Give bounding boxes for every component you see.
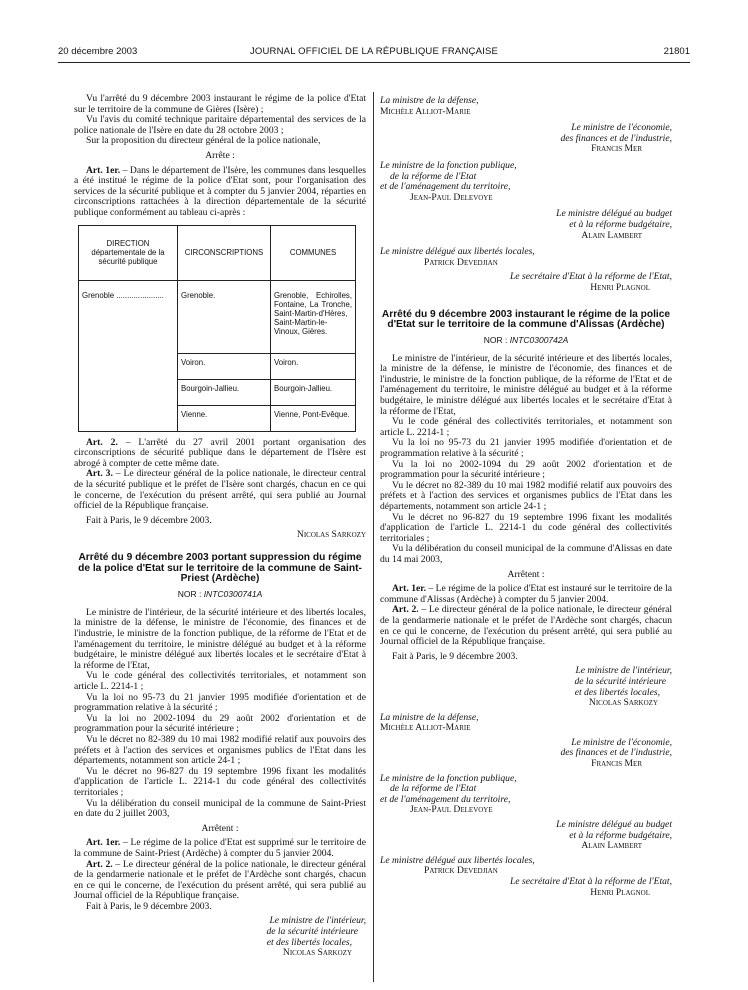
arrete-heading: Arrête : [205,149,235,161]
vu-paragraph: Vu le code général des collectivités territoriales, et notamment son article L. 2214-1 ; [380,416,672,438]
article-1 [380,584,672,605]
signature-name: Nicolas Sarkozy [296,529,366,541]
vu-paragraph: Vu la loi no 95-73 du 21 janvier 1995 modifiée d'orientation et de programmation relative à la sécurité ; [74,691,366,714]
nor-reference: NOR : INTC0300741A [177,589,263,600]
fait-line: Fait à Paris, le 9 décembre 2003. [86,514,212,526]
signatory-title: Le secrétaire d'Etat à la réforme de l'Etat, [509,271,672,283]
signature-name: Jean-Paul Delevoye [410,191,493,203]
vu-paragraph: Vu l'arrêté du 9 décembre 2003 instaurant le régime de la police d'Etat sur le territoire de la commune de Gières (Isère) ; [74,93,366,115]
fait-line: Fait à Paris, le 9 décembre 2003. [392,650,518,662]
vu-paragraph: Vu la délibération du conseil municipal de la commune d'Alissas en date du 14 mai 2003, [380,543,672,565]
preamble: Le ministre de l'intérieur, de la sécurité intérieure et des libertés locales, la ministre de la défense, le ministre de l'économie, des finances et de l'industrie, le ministre de la fonction publique, de la réforme de l'Etat et de l'aménagement du territoire, le ministre délégué au budget et à la réforme budgétaire, le ministre délégué aux libertés locales et le secrétaire d'Etat à la réforme de l'Etat, [74,606,366,671]
article-text: – Dans le département de l'Isère, les communes dans lesquelles a été institué le régime de la police d'Etat sont, pour l'organisation des services de la sécurité publique et à compter du 5 janvier 2004, réparties en circonscriptions rattachées à la direction départementale de la sécurité publique conformément au tableau ci-après : [74,164,366,218]
vu-paragraph: Vu le décret no 82-389 du 10 mai 1982 modifié relatif aux pouvoirs des préfets et à l'action des services et organismes publics de l'Etat dans les départements, notamment son article 24-1 ; [380,479,672,512]
signatory-title: La ministre de la défense, [380,95,479,106]
signatory-title: Le ministre de l'économie, [571,736,672,748]
article-text: – Le directeur général de la police nationale, le directeur général de la gendarmerie nationale et le préfet de l'Ardèche sont chargés, chacun en ce qui le concerne, de l'exécution du présent arrêté, qui sera publié au Journal officiel de la République française. [380,604,673,648]
signature-name: Alain Lambert [581,840,642,852]
signature-name: Michèle Alliot-Marie [380,105,471,117]
vu-paragraph: Vu le décret no 96-827 du 19 septembre 1996 fixant les modalités d'application de l'article L. 2214-1 du code général des collectivités territoriales ; [380,511,672,544]
signatory-title: Le ministre de l'économie, [571,122,672,134]
signatory-title: et à la réforme budgétaire, [569,829,672,841]
header-page-number: 21801 [663,46,690,57]
article-1 [74,166,366,219]
table-cell: Vienne, Pont-Evêque. [271,405,356,431]
article-2 [74,438,366,470]
signature-name: Michèle Alliot-Marie [380,722,471,734]
article-label: Art. 2. [86,436,118,448]
signature-name: Alain Lambert [581,229,642,241]
signature-name: Patrick Devedjian [424,256,498,268]
fait-line: Fait à Paris, le 9 décembre 2003. [86,900,212,912]
article-text: – L'arrêté du 27 avril 2001 portant organisation des circonscriptions de sécurité publique dans le département de l'Isère est abrogé à compter de cette même date. [74,436,366,469]
signature-name: Jean-Paul Delevoye [410,804,493,816]
article-label: Art. 1er. [392,583,427,595]
article-3 [74,469,366,511]
circonscriptions-table [78,225,356,432]
table-header: DIRECTION départementale de la sécurité publique [79,225,178,280]
signatory-title: Le ministre de l'intérieur, [269,915,366,927]
table-cell: Voiron. [271,353,356,379]
arrete-heading: Arrêtent : [201,822,239,834]
signatory-title: et des libertés locales, [266,936,352,948]
article-2 [74,860,366,902]
vu-paragraph: Vu la loi no 2002-1094 du 29 août 2002 d'orientation et de programmation pour la sécurité intérieure ; [74,712,366,735]
article-text: – Le directeur général de la police nationale, le directeur général de la gendarmerie nationale et le préfet de l'Ardèche sont chargés, chacun en ce qui le concerne, de l'exécution du présent arrêté, qui sera publié au Journal officiel de la République française. [74,858,367,902]
preamble: Le ministre de l'intérieur, de la sécurité intérieure et des libertés locales, la ministre de la défense, le ministre de l'économie, des finances et de l'industrie, le ministre de la fonction publique, de la réforme de l'Etat et de l'aménagement du territoire, le ministre délégué au budget et à la réforme budgétaire, le ministre délégué aux libertés locales et le secrétaire d'Etat à la réforme de l'Etat, [380,352,672,417]
signatory-title: Le secrétaire d'Etat à la réforme de l'Etat, [509,876,672,887]
signature-name: Patrick Devedjian [424,865,498,877]
table-cell-direction: Grenoble ...................... [79,280,178,431]
signatory-title: de la réforme de l'Etat [390,783,477,795]
column-divider [373,92,374,982]
decree-title: Arrêté du 9 décembre 2003 instaurant le régime de la police d'Etat sur le territoire de la commune d'Alissas (Ardèche) [381,308,671,331]
signatory-title: et des libertés locales, [574,686,660,698]
vu-paragraph: Vu la loi no 95-73 du 21 janvier 1995 modifiée d'orientation et de programmation relative à la sécurité ; [380,437,672,460]
left-column [74,94,366,959]
table-cell: Bourgoin-Jallieu. [178,379,271,405]
signature-name: Henri Plagnol [590,281,650,293]
article-2 [380,605,672,647]
table-cell: Bourgoin-Jallieu. [271,379,356,405]
article-label: Art. 3. [86,468,113,480]
article-1 [74,838,366,859]
arrete-heading: Arrêtent : [507,568,545,580]
signatory-title: et de l'aménagement du territoire, [380,793,511,805]
signature-name: Nicolas Sarkozy [282,947,352,959]
signature-name: Francis Mer [591,758,642,770]
article-label: Art. 2. [86,858,113,870]
vu-paragraph: Sur la proposition du directeur général de la police nationale, [86,135,321,147]
signatory-title: Le ministre de l'intérieur, [575,665,672,677]
signatory-title: Le ministre de la fonction publique, [380,159,517,171]
vu-paragraph: Vu le code général des collectivités territoriales, et notamment son article L. 2214-1 ; [74,670,366,693]
vu-paragraph: Vu l'avis du comité technique paritaire départemental des services de la police nationale de l'Isère en date du 28 octobre 2003 ; [74,114,366,136]
signatory-title: Le ministre de la fonction publique, [380,772,517,784]
table-header: CIRCONSCRIPTIONS [178,225,271,280]
signatory-title: La ministre de la défense, [380,711,479,723]
signature-name: Nicolas Sarkozy [588,697,658,709]
signatory-title: Le ministre délégué au budget [556,819,672,831]
header-date: 20 décembre 2003 [58,46,138,57]
table-header: COMMUNES [271,225,356,280]
article-text: – Le régime de la police d'Etat est supprimé sur le territoire de la commune de Saint-Priest (Ardèche) à compter du 5 janvier 2004. [74,837,366,859]
vu-paragraph: Vu la délibération du conseil municipal de la commune de Saint-Priest en date du 2 juillet 2003, [74,797,366,820]
signatory-title: Le ministre délégué aux libertés locales, [380,854,535,866]
table-cell: Vienne. [178,405,271,431]
signatory-title: de la sécurité intérieure [574,675,666,687]
vu-paragraph: Vu le décret no 82-389 du 10 mai 1982 modifié relatif aux pouvoirs des préfets et à l'action des services et organismes publics de l'Etat dans les départements, notamment son article 24-1 ; [74,733,366,767]
vu-paragraph: Vu la loi no 2002-1094 du 29 août 2002 d'orientation et de programmation pour la sécurité intérieure ; [380,458,672,481]
signatory-title: Le ministre délégué aux libertés locales, [380,246,535,258]
article-label: Art. 1er. [86,837,121,849]
signature-name: Francis Mer [591,143,642,155]
signatory-title: Le ministre délégué au budget [556,208,672,220]
table-cell: Grenoble. [178,280,271,353]
signatory-title: des finances et de l'industrie, [560,747,672,759]
decree-title: Arrêté du 9 décembre 2003 portant suppression du régime de la police d'Etat sur le territoire de la commune de Saint-Priest (Ardèche) [78,551,362,585]
page-header [58,46,690,60]
header-journal-title: JOURNAL OFFICIEL DE LA RÉPUBLIQUE FRANÇAISE [249,46,499,57]
article-text: – Le régime de la police d'Etat est instauré sur le territoire de la commune d'Alissas (Ardèche) à compter du 5 janvier 2004. [380,583,672,605]
signatory-title: des finances et de l'industrie, [560,132,672,144]
signatory-title: de la sécurité intérieure [266,926,358,938]
signatory-title: et à la réforme budgétaire, [569,218,672,230]
signatory-title: et de l'aménagement du territoire, [380,181,511,193]
article-label: Art. 1er. [86,164,121,176]
signatory-title: de la réforme de l'Etat [390,170,477,182]
article-label: Art. 2. [392,604,419,616]
right-column [380,96,672,898]
table-cell: Voiron. [178,353,271,379]
header-rule [58,62,690,63]
article-text: – Le directeur général de la police nationale, le directeur central de la sécurité publique et le préfet de l'Isère sont chargés, chacun en ce qui le concerne, de l'exécution du présent arrêté, qui sera publié au Journal officiel de la République française. [74,468,366,512]
signature-name: Henri Plagnol [590,886,650,898]
vu-paragraph: Vu le décret no 96-827 du 19 septembre 1996 fixant les modalités d'application de l'article L. 2214-1 du code général des collectivités territoriales ; [74,765,366,798]
table-cell: Grenoble, Echirolles, Fontaine, La Tronche, Saint-Martin-d'Hères, Saint-Martin-le-Vinoux, Gières. [271,280,356,353]
nor-reference: NOR : INTC0300742A [483,335,569,346]
